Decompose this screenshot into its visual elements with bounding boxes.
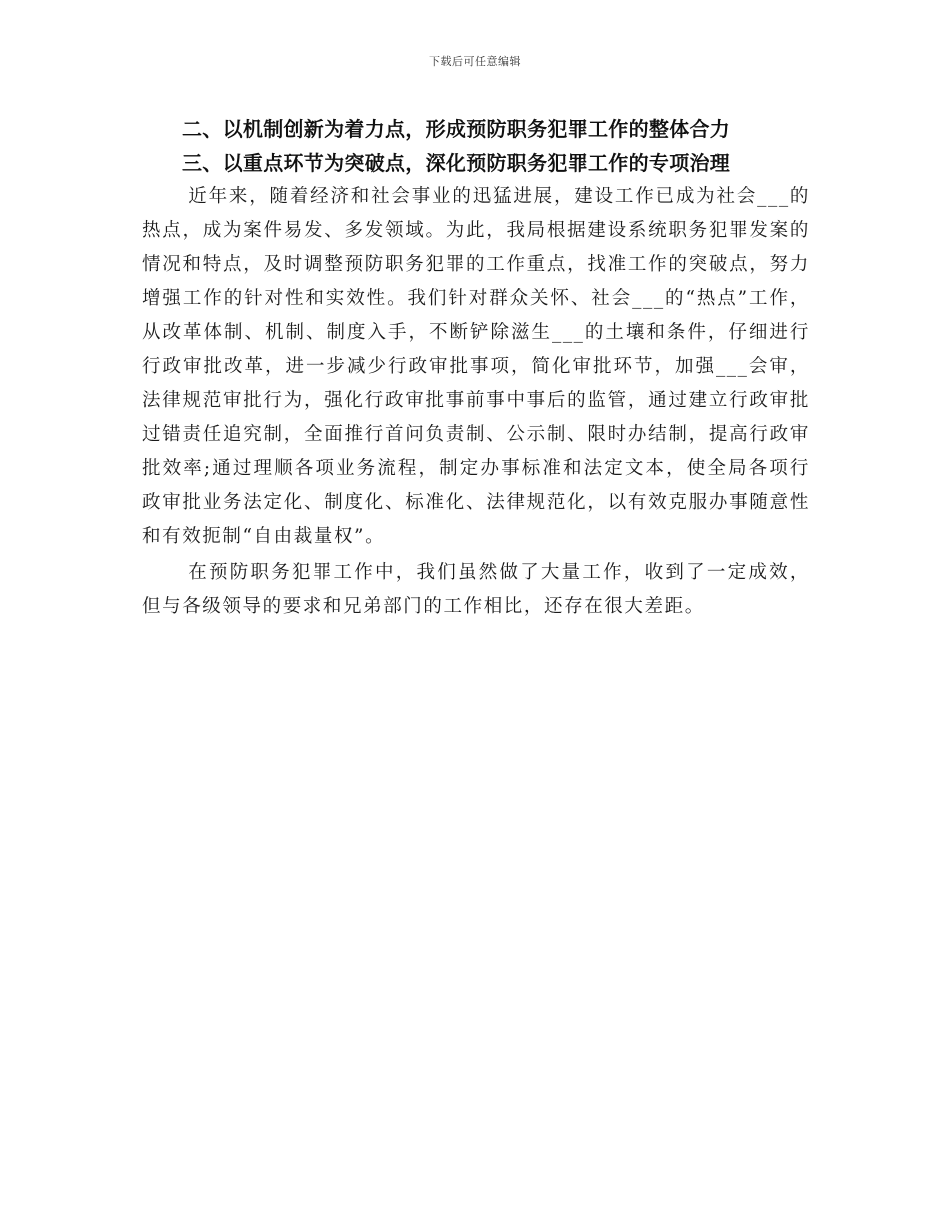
page-header-note: 下载后可任意编辑 [429,55,521,68]
body-paragraph-1: 近年来，随着经济和社会事业的迅猛进展，建设工作已成为社会___的热点，成为案件易发、多发领域。为此，我局根据建设系统职务犯罪发案的情况和特点，及时调整预防职务犯罪的工作重点，找准工作的突破点，努力增强工作的针对性和实效性。我们针对群众关怀、社会___的“热点”工作，从改革体制、机制、制度入手，不断铲除滋生___的土壤和条件，仔细进行行政审批改革，进一步减少行政审批事项，简化审批环节，加强___会审，法律规范审批行为，强化行政审批事前事中事后的监管，通过建立行政审批过错责任追究制，全面推行首问负责制、公示制、限时办结制，提高行政审批效率;通过理顺各项业务流程，制定办事标准和法定文本，使全局各项行政审批业务法定化、制度化、标准化、法律规范化，以有效克服办事随意性和有效扼制“自由裁量权”。 [142,186,810,547]
document-body [142,112,810,624]
section-heading-2: 二、以机制创新为着力点，形成预防职务犯罪工作的整体合力 [182,117,731,141]
body-paragraph-2: 在预防职务犯罪工作中，我们虽然做了大量工作，收到了一定成效，但与各级领导的要求和兄弟部门的工作相比，还存在很大差距。 [142,562,810,617]
section-heading-3: 三、以重点环节为突破点，深化预防职务犯罪工作的专项治理 [182,151,731,175]
